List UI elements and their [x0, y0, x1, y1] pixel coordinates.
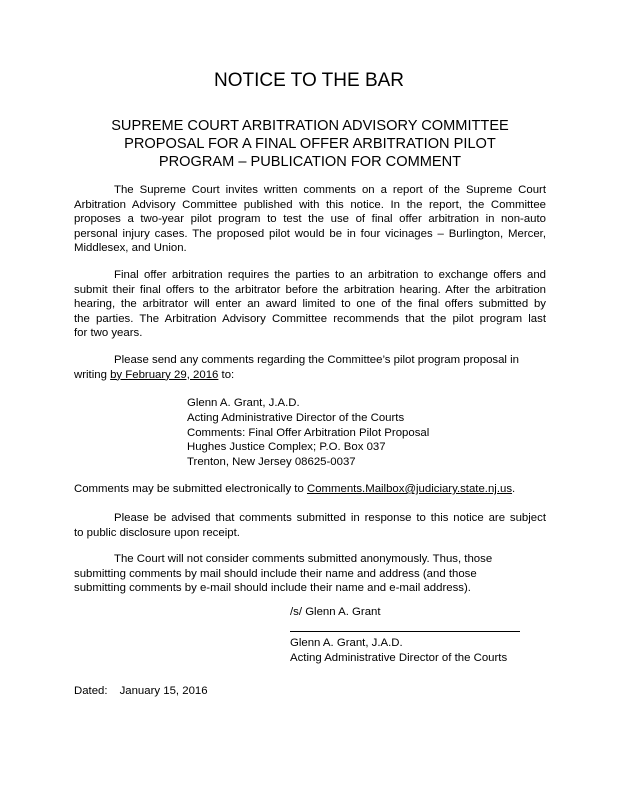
- paragraph-line: submitting comments by e-mail should include their name and e-mail address).: [74, 582, 471, 595]
- paragraph-line: personal injury cases. The proposed pilot would be in four vicinages – Burlington, Mercer,: [74, 227, 546, 240]
- paragraph-line: Please be advised that comments submitted in response to this notice are subject: [114, 512, 546, 524]
- email-submission-line: [74, 482, 515, 497]
- address-line: Comments: Final Offer Arbitration Pilot Proposal: [187, 426, 430, 439]
- text-prefix: writing: [74, 368, 111, 381]
- mailing-address: [187, 396, 429, 470]
- paragraph-line: hearing, the arbitrator will enter an award limited to one of the final offers submitted by: [74, 298, 546, 311]
- text-suffix: to:: [218, 368, 235, 381]
- paragraph-line: to public disclosure upon receipt.: [74, 526, 240, 539]
- paragraph-line: [74, 368, 546, 383]
- address-line: Trenton, New Jersey 08625-0037: [187, 456, 356, 469]
- subtitle: [80, 117, 540, 171]
- dated-label: Dated:: [74, 685, 108, 697]
- signatory-title: Acting Administrative Director of the Courts: [290, 652, 508, 664]
- address-line: Hughes Justice Complex; P.O. Box 037: [187, 441, 386, 454]
- paragraph-line: Middlesex, and Union.: [74, 242, 187, 255]
- signature-text: /s/ Glenn A. Grant: [290, 606, 381, 618]
- paragraph-line: proposes a two-year pilot program to test the use of final offer arbitration in non-auto: [74, 213, 546, 226]
- address-line: Acting Administrative Director of the Courts: [187, 411, 405, 424]
- paragraph-line: submit their final offers to the arbitrator before the arbitration hearing. After the arbitration: [74, 283, 546, 296]
- paragraph-line: Arbitration Advisory Committee published with this notice. In the report, the Committee: [74, 198, 546, 211]
- paragraph-anonymous: [74, 552, 546, 596]
- deadline-date: by February 29, 2016: [110, 368, 219, 381]
- email-suffix: .: [512, 483, 516, 495]
- paragraph-invitation: [74, 183, 546, 256]
- subtitle-line: SUPREME COURT ARBITRATION ADVISORY COMMITTEE: [111, 118, 509, 134]
- paragraph-send-comments: [74, 353, 546, 382]
- email-link[interactable]: Comments.Mailbox@judiciary.state.nj.us: [306, 483, 513, 495]
- subtitle-line: PROGRAM – PUBLICATION FOR COMMENT: [158, 154, 462, 170]
- paragraph-public-disclosure: [74, 511, 546, 540]
- page-title: NOTICE TO THE BAR: [213, 70, 405, 91]
- dated-value: January 15, 2016: [119, 685, 208, 697]
- dated-line: [74, 684, 208, 699]
- paragraph-line: submitting comments by mail should include their name and address (and those: [74, 567, 477, 580]
- paragraph-line: the parties. The Arbitration Advisory Committee recommends that the pilot program last: [74, 312, 546, 325]
- subtitle-line: PROPOSAL FOR A FINAL OFFER ARBITRATION PILOT: [124, 136, 496, 152]
- signature-line: [290, 631, 520, 632]
- paragraph-line: The Supreme Court invites written comments on a report of the Supreme Court: [114, 184, 546, 196]
- paragraph-line: Final offer arbitration requires the parties to an arbitration to exchange offers and: [114, 269, 546, 281]
- address-line: Glenn A. Grant, J.A.D.: [187, 397, 300, 409]
- paragraph-line: Please send any comments regarding the Committee’s pilot program proposal in: [114, 354, 519, 366]
- paragraph-final-offer: [74, 268, 546, 341]
- paragraph-line: for two years.: [74, 327, 143, 340]
- email-prefix: Comments may be submitted electronically to: [74, 483, 307, 495]
- paragraph-line: The Court will not consider comments submitted anonymously. Thus, those: [114, 553, 493, 565]
- signatory-name: Glenn A. Grant, J.A.D.: [290, 637, 403, 649]
